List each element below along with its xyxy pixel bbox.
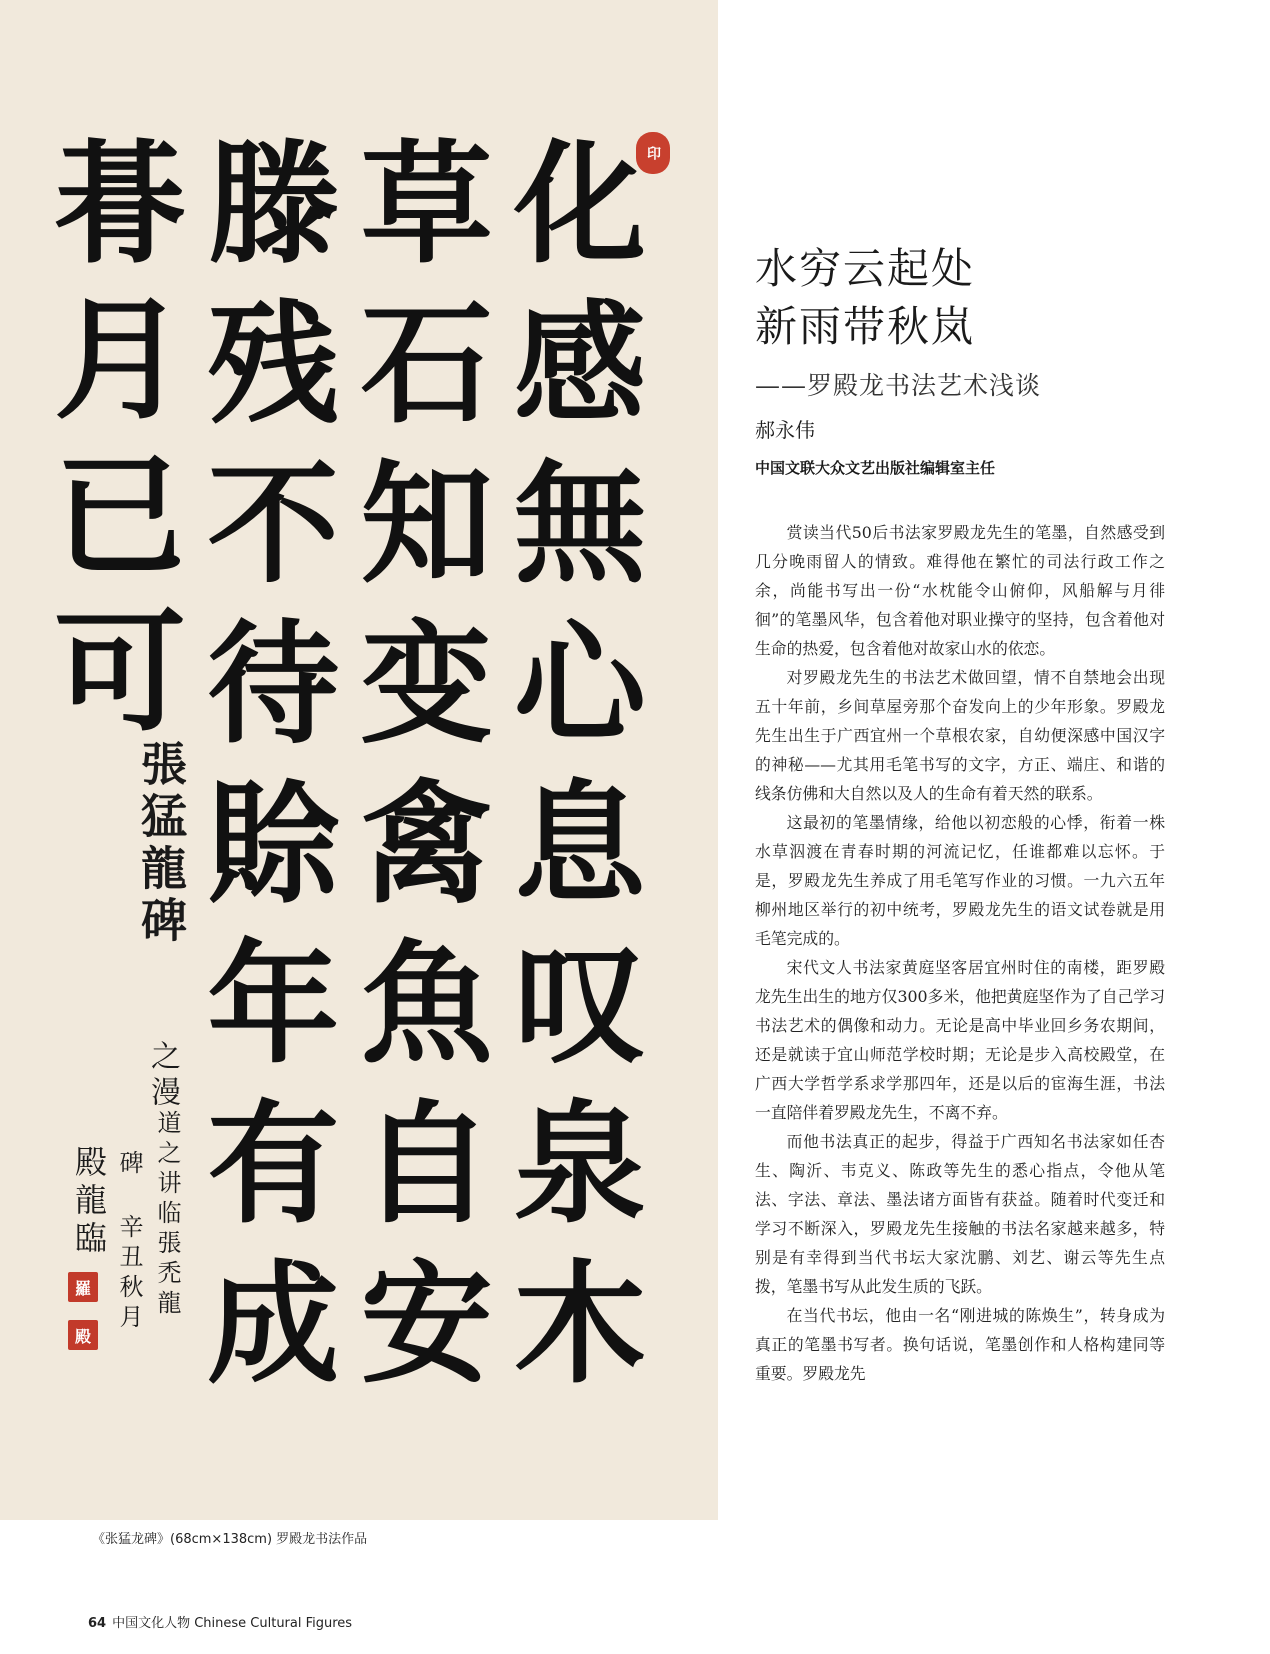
article-title-line-1: 水穷云起处 [755, 244, 976, 293]
calligraphy-char: 可 [54, 596, 186, 750]
calligraphy-char: 变 [360, 608, 493, 762]
article-body [755, 518, 1165, 1388]
seal-stamp: 羅 [68, 1272, 98, 1302]
calligraphy-char: 月 [54, 284, 186, 438]
inscription-title: 張猛龍碑 [134, 740, 188, 948]
calligraphy-char: 不 [207, 448, 340, 602]
seal-stamp-top: 印 [636, 132, 670, 174]
article [755, 240, 1165, 1388]
calligraphy-char: 滕 [207, 128, 340, 282]
calligraphy-char: 化 [513, 128, 646, 282]
article-paragraph: 宋代文人书法家黄庭坚客居宜州时住的南楼，距罗殿龙先生出生的地方仅300多米，他把黄庭坚作为了自己学习书法艺术的偶像和动力。无论是高中毕业回乡务农期间，还是就读于宜山师范学校时期；无论是步入高校殿堂，在广西大学哲学系求学那四年，还是以后的宦海生涯，书法一直陪伴着罗殿龙先生，不离不弃。 [755, 958, 1165, 1122]
article-paragraph: 赏读当代50后书法家罗殿龙先生的笔墨，自然感受到几分晚雨留人的情致。难得他在繁忙的司法行政工作之余，尚能书写出一份“水枕能令山俯仰，风船解与月徘徊”的笔墨风华，包含着他对职业操守的坚持，包含着他对生命的热爱，包含着他对故家山水的依恋。 [755, 523, 1165, 658]
calligraphy-char: 石 [360, 288, 493, 442]
calligraphy-char: 知 [360, 448, 493, 602]
article-paragraph: 对罗殿龙先生的书法艺术做回望，情不自禁地会出现五十年前，乡间草屋旁那个奋发向上的少年形象。罗殿龙先生出生于广西宜州一个草根农家，自幼便深感中国汉字的神秘——尤其用毛笔书写的文字，方正、端庄、和谐的线条仿佛和大自然以及人的生命有着天然的联系。 [755, 668, 1165, 803]
inscription-line: 之漫 [145, 1040, 180, 1112]
calligraphy-char: 成 [207, 1248, 340, 1402]
magazine-name: 中国文化人物 Chinese Cultural Figures [112, 1616, 353, 1631]
calligraphy-column-1 [510, 130, 650, 1400]
calligraphy-char: 有 [207, 1088, 340, 1242]
inscription-signature: 殿龍臨 [70, 1145, 108, 1259]
calligraphy-char: 已 [54, 440, 186, 594]
calligraphy-column-3 [203, 130, 343, 1400]
calligraphy-char: 心 [513, 608, 646, 762]
calligraphy-char: 自 [360, 1088, 493, 1242]
calligraphy-char: 朞 [54, 128, 186, 282]
seal-stamp: 殿 [68, 1320, 98, 1350]
article-title-line-2: 新雨带秋岚 [755, 302, 976, 351]
calligraphy-char: 無 [513, 448, 646, 602]
page-number: 64 [88, 1616, 107, 1631]
inscription-line: 碑 辛丑秋月 [115, 1150, 143, 1334]
author-affiliation: 中国文联大众文艺出版社编辑室主任 [755, 459, 996, 477]
calligraphy-char: 叹 [513, 928, 646, 1082]
calligraphy-char: 安 [360, 1248, 493, 1402]
calligraphy-char: 木 [513, 1248, 646, 1402]
article-subtitle: ——罗殿龙书法艺术浅谈 [755, 371, 1042, 400]
article-author: 郝永伟 [755, 418, 815, 442]
calligraphy-char: 賒 [207, 768, 340, 922]
article-paragraph: 在当代书坛，他由一名“刚进城的陈焕生”，转身成为真正的笔墨书写者。换句话说，笔墨创作和人格构建同等重要。罗殿龙先 [755, 1306, 1165, 1383]
article-paragraph: 这最初的笔墨情缘，给他以初恋般的心悸，衔着一株水草泅渡在青春时期的河流记忆，任谁都难以忘怀。于是，罗殿龙先生养成了用毛笔写作业的习惯。一九六五年柳州地区举行的初中统考，罗殿龙先生的语文试卷就是用毛笔完成的。 [755, 813, 1165, 948]
inscription-line: 道之讲临張禿龍 [153, 1110, 181, 1320]
article-paragraph: 而他书法真正的起步，得益于广西知名书法家如任杏生、陶沂、韦克义、陈政等先生的悉心指点，令他从笔法、字法、章法、墨法诸方面皆有获益。随着时代变迁和学习不断深入，罗殿龙先生接触的书法名家越来越多，特别是有幸得到当代书坛大家沈鹏、刘艺、谢云等先生点拨，笔墨书写从此发生质的飞跃。 [755, 1132, 1165, 1296]
calligraphy-char: 息 [513, 768, 646, 922]
calligraphy-char: 魚 [360, 928, 493, 1082]
calligraphy-char: 待 [207, 608, 340, 762]
page-footer [88, 1612, 352, 1631]
artwork-caption: 《张猛龙碑》(68cm×138cm) 罗殿龙书法作品 [92, 1532, 368, 1547]
calligraphy-char: 残 [207, 288, 340, 442]
calligraphy-char: 草 [360, 128, 493, 282]
calligraphy-char: 泉 [513, 1088, 646, 1242]
calligraphy-char: 感 [513, 288, 646, 442]
calligraphy-char: 禽 [360, 768, 493, 922]
calligraphy-char: 年 [207, 928, 340, 1082]
calligraphy-column-2 [357, 130, 497, 1400]
